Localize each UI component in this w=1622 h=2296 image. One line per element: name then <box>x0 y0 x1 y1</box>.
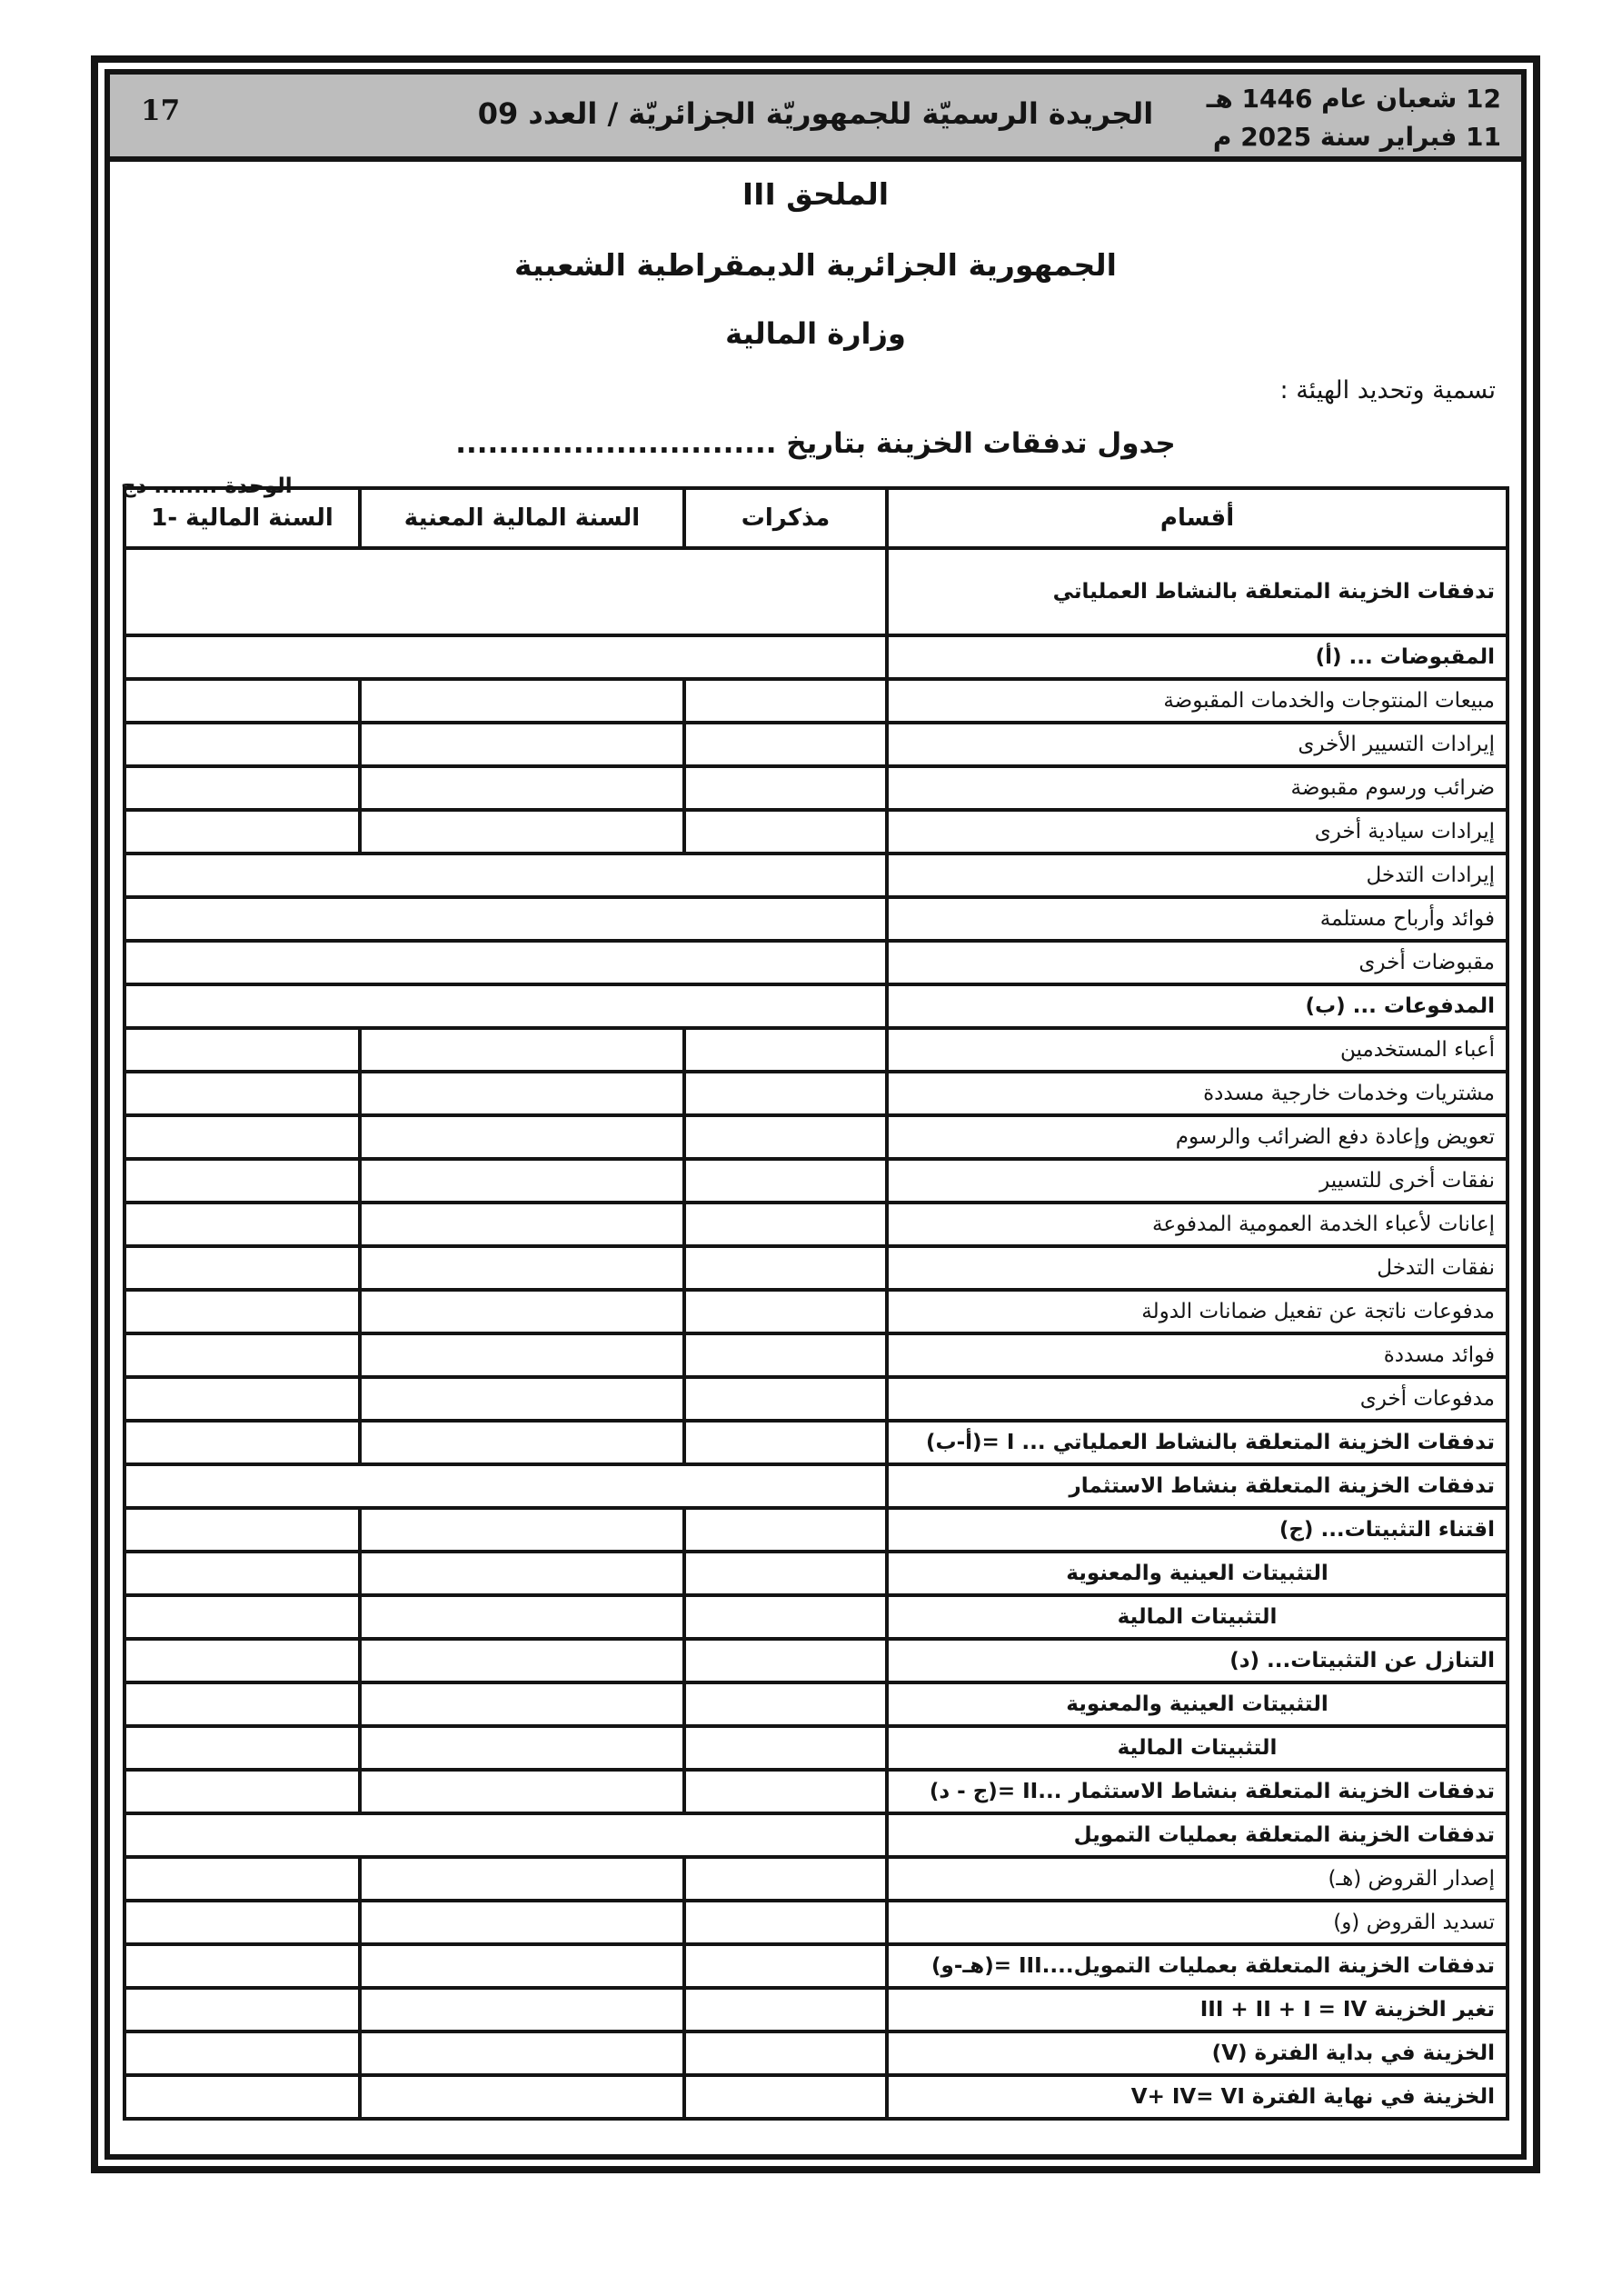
row-label: إعانات لأعباء الخدمة العمومية المدفوعة <box>887 1203 1508 1246</box>
table-row <box>124 1726 1508 1770</box>
value-cell <box>360 1159 684 1203</box>
page-number: 17 <box>141 95 181 127</box>
row-label: مبيعات المنتوجات والخدمات المقبوضة <box>887 679 1508 723</box>
row-label: نفقات أخرى للتسيير <box>887 1159 1508 1203</box>
journal-title: الجريدة الرسميّة للجمهوريّة الجزائريّة / العدد 09 <box>477 96 1154 131</box>
value-cell <box>684 1028 887 1072</box>
merged-empty-cell <box>124 941 887 984</box>
header-previous-fiscal-year: السنة المالية -1 <box>124 488 360 548</box>
value-cell <box>360 2031 684 2075</box>
value-cell <box>684 1203 887 1246</box>
value-cell <box>360 723 684 766</box>
merged-empty-cell <box>124 548 887 635</box>
row-label: إيرادات التدخل <box>887 854 1508 897</box>
table-row <box>124 1333 1508 1377</box>
value-cell <box>360 1639 684 1682</box>
value-cell <box>684 1988 887 2031</box>
value-cell <box>124 1203 360 1246</box>
table-row <box>124 1595 1508 1639</box>
row-label: أعباء المستخدمين <box>887 1028 1508 1072</box>
value-cell <box>684 2031 887 2075</box>
table-row <box>124 1944 1508 1988</box>
header-current-fiscal-year: السنة المالية المعنية <box>360 488 684 548</box>
table-row <box>124 1115 1508 1159</box>
row-label: تدفقات الخزينة المتعلقة بنشاط الاستثمار ...II =(ج - د) <box>887 1770 1508 1813</box>
row-label: التثبيتات العينية والمعنوية <box>887 1552 1508 1595</box>
row-label: إيرادات سيادية أخرى <box>887 810 1508 854</box>
header-sections: أقسام <box>887 488 1508 548</box>
value-cell <box>124 1421 360 1464</box>
value-cell <box>124 1988 360 2031</box>
value-cell <box>360 1203 684 1246</box>
value-cell <box>360 679 684 723</box>
value-cell <box>360 1682 684 1726</box>
merged-empty-cell <box>124 897 887 941</box>
value-cell <box>360 766 684 810</box>
page-frame-inner <box>104 69 1527 2160</box>
header-notes: مذكرات <box>684 488 887 548</box>
table-row <box>124 1857 1508 1901</box>
row-label: تعويض وإعادة دفع الضرائب والرسوم <box>887 1115 1508 1159</box>
value-cell <box>684 1682 887 1726</box>
row-label: تدفقات الخزينة المتعلقة بنشاط الاستثمار <box>887 1464 1508 1508</box>
table-row <box>124 1290 1508 1333</box>
row-label: مدفوعات ناتجة عن تفعيل ضمانات الدولة <box>887 1290 1508 1333</box>
row-label: ضرائب ورسوم مقبوضة <box>887 766 1508 810</box>
value-cell <box>124 810 360 854</box>
row-label: مدفوعات أخرى <box>887 1377 1508 1421</box>
value-cell <box>684 1595 887 1639</box>
value-cell <box>124 1290 360 1333</box>
gazette-header-bar <box>110 75 1521 162</box>
row-label: نفقات التدخل <box>887 1246 1508 1290</box>
value-cell <box>124 679 360 723</box>
date-block <box>1207 80 1501 156</box>
value-cell <box>684 1333 887 1377</box>
row-label: تدفقات الخزينة المتعلقة بالنشاط العملياتي <box>887 548 1508 635</box>
value-cell <box>684 1115 887 1159</box>
value-cell <box>684 1246 887 1290</box>
row-label: مقبوضات أخرى <box>887 941 1508 984</box>
value-cell <box>360 1552 684 1595</box>
value-cell <box>684 1857 887 1901</box>
row-label: التنازل عن التثبيتات... (د) <box>887 1639 1508 1682</box>
table-row <box>124 1682 1508 1726</box>
value-cell <box>124 1115 360 1159</box>
table-row <box>124 1770 1508 1813</box>
row-label: إيرادات التسيير الأخرى <box>887 723 1508 766</box>
merged-empty-cell <box>124 984 887 1028</box>
row-label: فوائد مسددة <box>887 1333 1508 1377</box>
value-cell <box>360 1246 684 1290</box>
date-gregorian: 11 فبراير سنة 2025 م <box>1212 122 1501 152</box>
row-label: فوائد وأرباح مستلمة <box>887 897 1508 941</box>
table-row <box>124 1639 1508 1682</box>
table-row <box>124 766 1508 810</box>
value-cell <box>360 1115 684 1159</box>
value-cell <box>360 1901 684 1944</box>
entity-designation-line: تسمية وتحديد الهيئة : <box>1279 376 1496 404</box>
value-cell <box>684 810 887 854</box>
value-cell <box>684 2075 887 2119</box>
row-label: تسديد القروض (و) <box>887 1901 1508 1944</box>
value-cell <box>124 1333 360 1377</box>
value-cell <box>124 723 360 766</box>
table-row <box>124 1072 1508 1115</box>
table-row <box>124 1421 1508 1464</box>
value-cell <box>124 766 360 810</box>
value-cell <box>124 1682 360 1726</box>
row-label: الخزينة في نهاية الفترة V+ IV= VI <box>887 2075 1508 2119</box>
value-cell <box>124 2075 360 2119</box>
value-cell <box>684 1770 887 1813</box>
merged-empty-cell <box>124 854 887 897</box>
value-cell <box>124 1944 360 1988</box>
table-row <box>124 984 1508 1028</box>
row-label: تغير الخزينة III + II + I = IV <box>887 1988 1508 2031</box>
table-row <box>124 1159 1508 1203</box>
table-row <box>124 1813 1508 1857</box>
value-cell <box>360 1333 684 1377</box>
page-frame <box>91 55 1540 2173</box>
value-cell <box>124 1508 360 1552</box>
value-cell <box>360 1028 684 1072</box>
merged-empty-cell <box>124 1813 887 1857</box>
table-row <box>124 1508 1508 1552</box>
cash-flow-table <box>123 486 1509 2121</box>
value-cell <box>684 1159 887 1203</box>
table-header-row <box>124 488 1508 548</box>
value-cell <box>684 723 887 766</box>
table-row <box>124 2075 1508 2119</box>
table-row <box>124 810 1508 854</box>
date-hijri: 12 شعبان عام 1446 هـ <box>1206 84 1501 114</box>
table-row <box>124 897 1508 941</box>
annex-title: الملحق III <box>741 176 890 212</box>
table-row <box>124 1246 1508 1290</box>
value-cell <box>124 1770 360 1813</box>
row-label: التثبيتات المالية <box>887 1595 1508 1639</box>
table-row <box>124 1901 1508 1944</box>
value-cell <box>124 1246 360 1290</box>
row-label: تدفقات الخزينة المتعلقة بعمليات التمويل....III =(هـ-و) <box>887 1944 1508 1988</box>
table-row <box>124 2031 1508 2075</box>
value-cell <box>124 1639 360 1682</box>
table-row <box>124 1552 1508 1595</box>
value-cell <box>360 1770 684 1813</box>
value-cell <box>360 1377 684 1421</box>
row-label: تدفقات الخزينة المتعلقة بالنشاط العملياتي ... I =(أ-ب) <box>887 1421 1508 1464</box>
row-label: المقبوضات ... (أ) <box>887 635 1508 679</box>
table-row <box>124 723 1508 766</box>
value-cell <box>124 1857 360 1901</box>
table-row <box>124 1988 1508 2031</box>
row-label: التثبيتات العينية والمعنوية <box>887 1682 1508 1726</box>
value-cell <box>684 1290 887 1333</box>
republic-title: الجمهورية الجزائرية الديمقراطية الشعبية <box>514 247 1117 283</box>
value-cell <box>684 1072 887 1115</box>
merged-empty-cell <box>124 635 887 679</box>
value-cell <box>360 1857 684 1901</box>
table-row <box>124 941 1508 984</box>
table-row <box>124 1203 1508 1246</box>
table-row <box>124 1028 1508 1072</box>
value-cell <box>124 1377 360 1421</box>
row-label: التثبيتات المالية <box>887 1726 1508 1770</box>
table-title: جدول تدفقات الخزينة بتاريخ .............................. <box>455 427 1176 460</box>
value-cell <box>124 1028 360 1072</box>
value-cell <box>360 1988 684 2031</box>
page-content <box>110 162 1521 2149</box>
value-cell <box>684 1944 887 1988</box>
row-label: اقتناء التثبيتات... (ج) <box>887 1508 1508 1552</box>
row-label: مشتريات وخدمات خارجية مسددة <box>887 1072 1508 1115</box>
value-cell <box>124 1552 360 1595</box>
row-label: الخزينة في بداية الفترة (V) <box>887 2031 1508 2075</box>
row-label: المدفوعات ... (ب) <box>887 984 1508 1028</box>
value-cell <box>360 1944 684 1988</box>
value-cell <box>124 1726 360 1770</box>
value-cell <box>360 2075 684 2119</box>
value-cell <box>124 1901 360 1944</box>
value-cell <box>684 766 887 810</box>
value-cell <box>684 1726 887 1770</box>
row-label: تدفقات الخزينة المتعلقة بعمليات التمويل <box>887 1813 1508 1857</box>
value-cell <box>684 1901 887 1944</box>
value-cell <box>684 1508 887 1552</box>
value-cell <box>124 1072 360 1115</box>
value-cell <box>360 1290 684 1333</box>
value-cell <box>124 1159 360 1203</box>
ministry-title: وزارة المالية <box>725 316 906 351</box>
table-row <box>124 548 1508 635</box>
value-cell <box>124 2031 360 2075</box>
value-cell <box>684 1421 887 1464</box>
table-row <box>124 679 1508 723</box>
value-cell <box>684 679 887 723</box>
unit-line: الوحدة ........ دج <box>121 474 293 498</box>
table-row <box>124 635 1508 679</box>
row-label: إصدار القروض (هـ) <box>887 1857 1508 1901</box>
value-cell <box>684 1552 887 1595</box>
cash-flow-table-body <box>124 548 1508 2119</box>
value-cell <box>360 1508 684 1552</box>
table-row <box>124 1464 1508 1508</box>
value-cell <box>684 1377 887 1421</box>
value-cell <box>360 1726 684 1770</box>
value-cell <box>360 1421 684 1464</box>
value-cell <box>360 1072 684 1115</box>
value-cell <box>360 1595 684 1639</box>
merged-empty-cell <box>124 1464 887 1508</box>
table-row <box>124 854 1508 897</box>
value-cell <box>360 810 684 854</box>
value-cell <box>684 1639 887 1682</box>
value-cell <box>124 1595 360 1639</box>
table-row <box>124 1377 1508 1421</box>
